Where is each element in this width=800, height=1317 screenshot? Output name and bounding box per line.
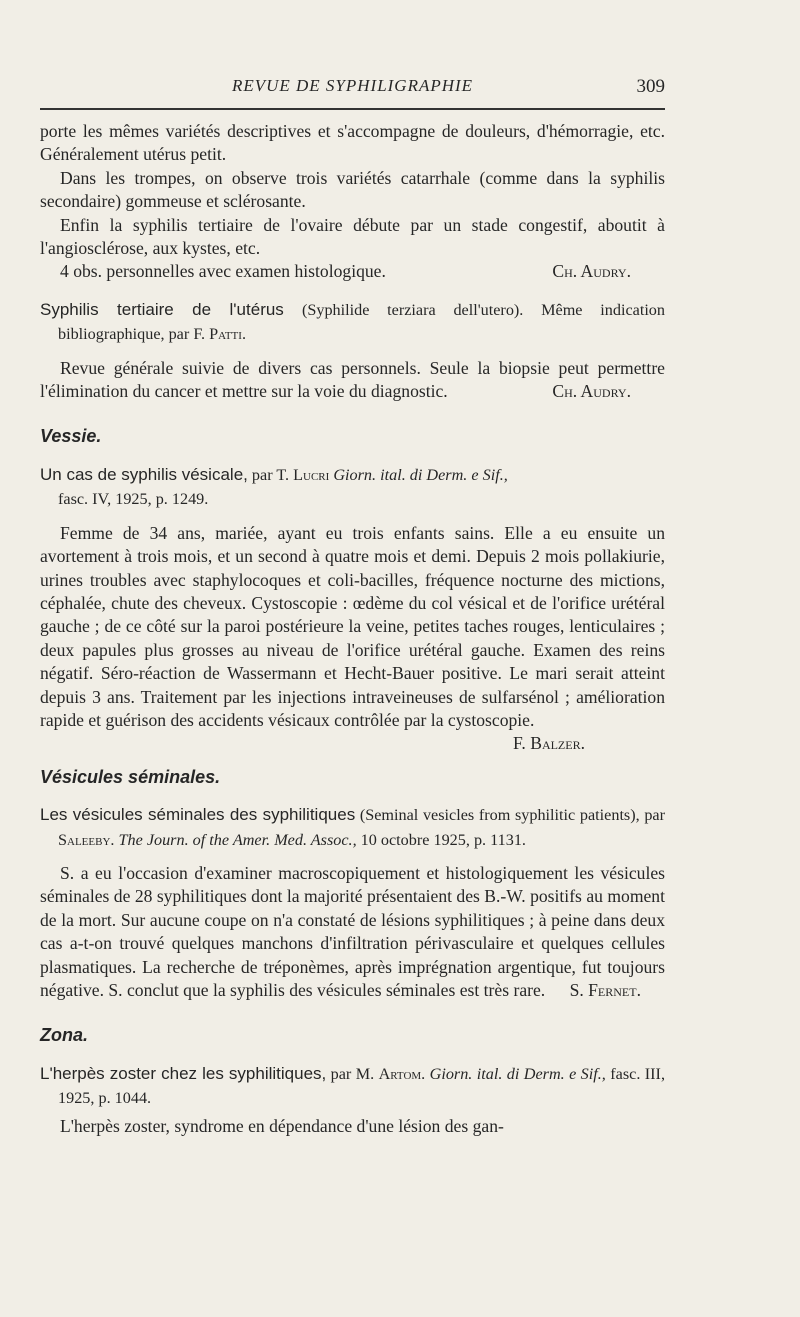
journal: Giorn. ital. di Derm. e Sif.,	[329, 465, 508, 484]
page-header	[40, 76, 665, 98]
article-title: Syphilis tertiaire de l'utérus	[40, 299, 284, 319]
signature: Ch. Audry.	[552, 261, 631, 282]
article-reference	[40, 298, 665, 347]
author: Saleeby.	[58, 830, 115, 849]
reference-text: fasc. IV, 1925, p. 1249.	[58, 490, 209, 509]
signature: F. Balzer.	[513, 733, 585, 754]
header-rule	[40, 108, 665, 110]
section-heading-zona: Zona.	[40, 1025, 88, 1046]
signature: S. Fernet.	[569, 980, 641, 1001]
journal: The Journ. of the Amer. Med. Assoc.,	[114, 830, 357, 849]
article-reference	[40, 463, 665, 512]
author: Lucri	[293, 465, 330, 484]
author: F. Patti.	[193, 325, 246, 344]
article-reference	[40, 803, 665, 852]
section-heading-vesicules: Vésicules séminales.	[40, 766, 221, 787]
reference-text: par T.	[247, 465, 294, 484]
reference-text: 10 octobre 1925, p. 1131.	[356, 830, 526, 849]
paragraph: S. a eu l'occasion d'examiner macroscopiquement et histologiquement les vésicules séminales de 28 syphilitiques dont la majorité présentaient des B.-W. positifs au moment de la mort. Sur aucune coupe on n'a constaté de lésions syphilitiques ; à peine dans deux cas a-t-on trouvé quelques manchons d'infiltration périvasculaire et quelques cellules plasmatiques. La recherche de tréponèmes, après imprégnation argentique, fut toujours négative. S. conclut que la syphilis des vésicules séminales est très rare.	[40, 862, 665, 1001]
reference-text: (Syphilide terziara dell'utero). Même indication bibliographique, par	[58, 300, 665, 344]
paragraph: Dans les trompes, on observe trois variétés catarrhale (comme dans la syphilis secondaire) gommeuse et sclérosante.	[40, 167, 665, 212]
author: Artom.	[378, 1064, 426, 1083]
running-title: REVUE DE SYPHILIGRAPHIE	[231, 76, 474, 95]
paragraph: porte les mêmes variétés descriptives et s'accompagne de douleurs, d'hémorragie, etc. Généralement utérus petit.	[40, 121, 665, 165]
article-title: Les vésicules séminales des syphilitiques	[40, 805, 356, 825]
reference-text: (Seminal vesicles from syphilitic patients), par	[355, 806, 665, 825]
page-number: 309	[636, 76, 665, 97]
journal: Giorn. ital. di Derm. e Sif.,	[425, 1064, 606, 1083]
section-heading-vessie: Vessie.	[40, 426, 102, 447]
article-title: L'herpès zoster chez les syphilitiques,	[40, 1063, 327, 1083]
page-body	[40, 120, 665, 1138]
article-title: Un cas de syphilis vésicale,	[40, 464, 248, 484]
paragraph: Enfin la syphilis tertiaire de l'ovaire débute par un stade congestif, aboutit à l'angiosclérose, aux kystes, etc.	[40, 214, 665, 259]
reference-text: fasc. III, 1925, p. 1044.	[58, 1064, 665, 1108]
paragraph-with-signature	[40, 260, 665, 283]
paragraph: L'herpès zoster, syndrome en dépendance d'une lésion des gan-	[60, 1115, 504, 1136]
article-reference	[40, 1062, 665, 1111]
paragraph: Femme de 34 ans, mariée, ayant eu trois enfants sains. Elle a eu ensuite un avortement à trois mois, et un second à quatre mois et demi. Depuis 2 mois pollakiurie, urines troubles avec staphylocoques et coli-bacilles, fréquence nocturne des mictions, céphalée, chute des cheveux. Cystoscopie : œdème du col vésical et de l'orifice urétéral gauche ; de ce côté sur la paroi postérieure la veine, petites taches rouges, lenticulaires ; deux papules plus grosses au niveau de l'orifice urétéral gauche. Examen des reins négatif. Séro-réaction de Wassermann et Hecht-Bauer positive. Le mari serait atteint depuis 3 ans. Traitement par les injections intraveineuses de sulfarsénol ; amélioration rapide et guérison des accidents vésicaux contrôlée par la cystoscopie.	[40, 522, 665, 730]
paragraph: Revue générale suivie de divers cas personnels. Seule la biopsie peut permettre l'élimination du cancer et mettre sur la voie du diagnostic.	[40, 357, 665, 402]
paragraph: 4 obs. personnelles avec examen histologique.	[60, 261, 386, 282]
signature: Ch. Audry.	[552, 381, 631, 402]
reference-text: par M.	[326, 1064, 379, 1083]
